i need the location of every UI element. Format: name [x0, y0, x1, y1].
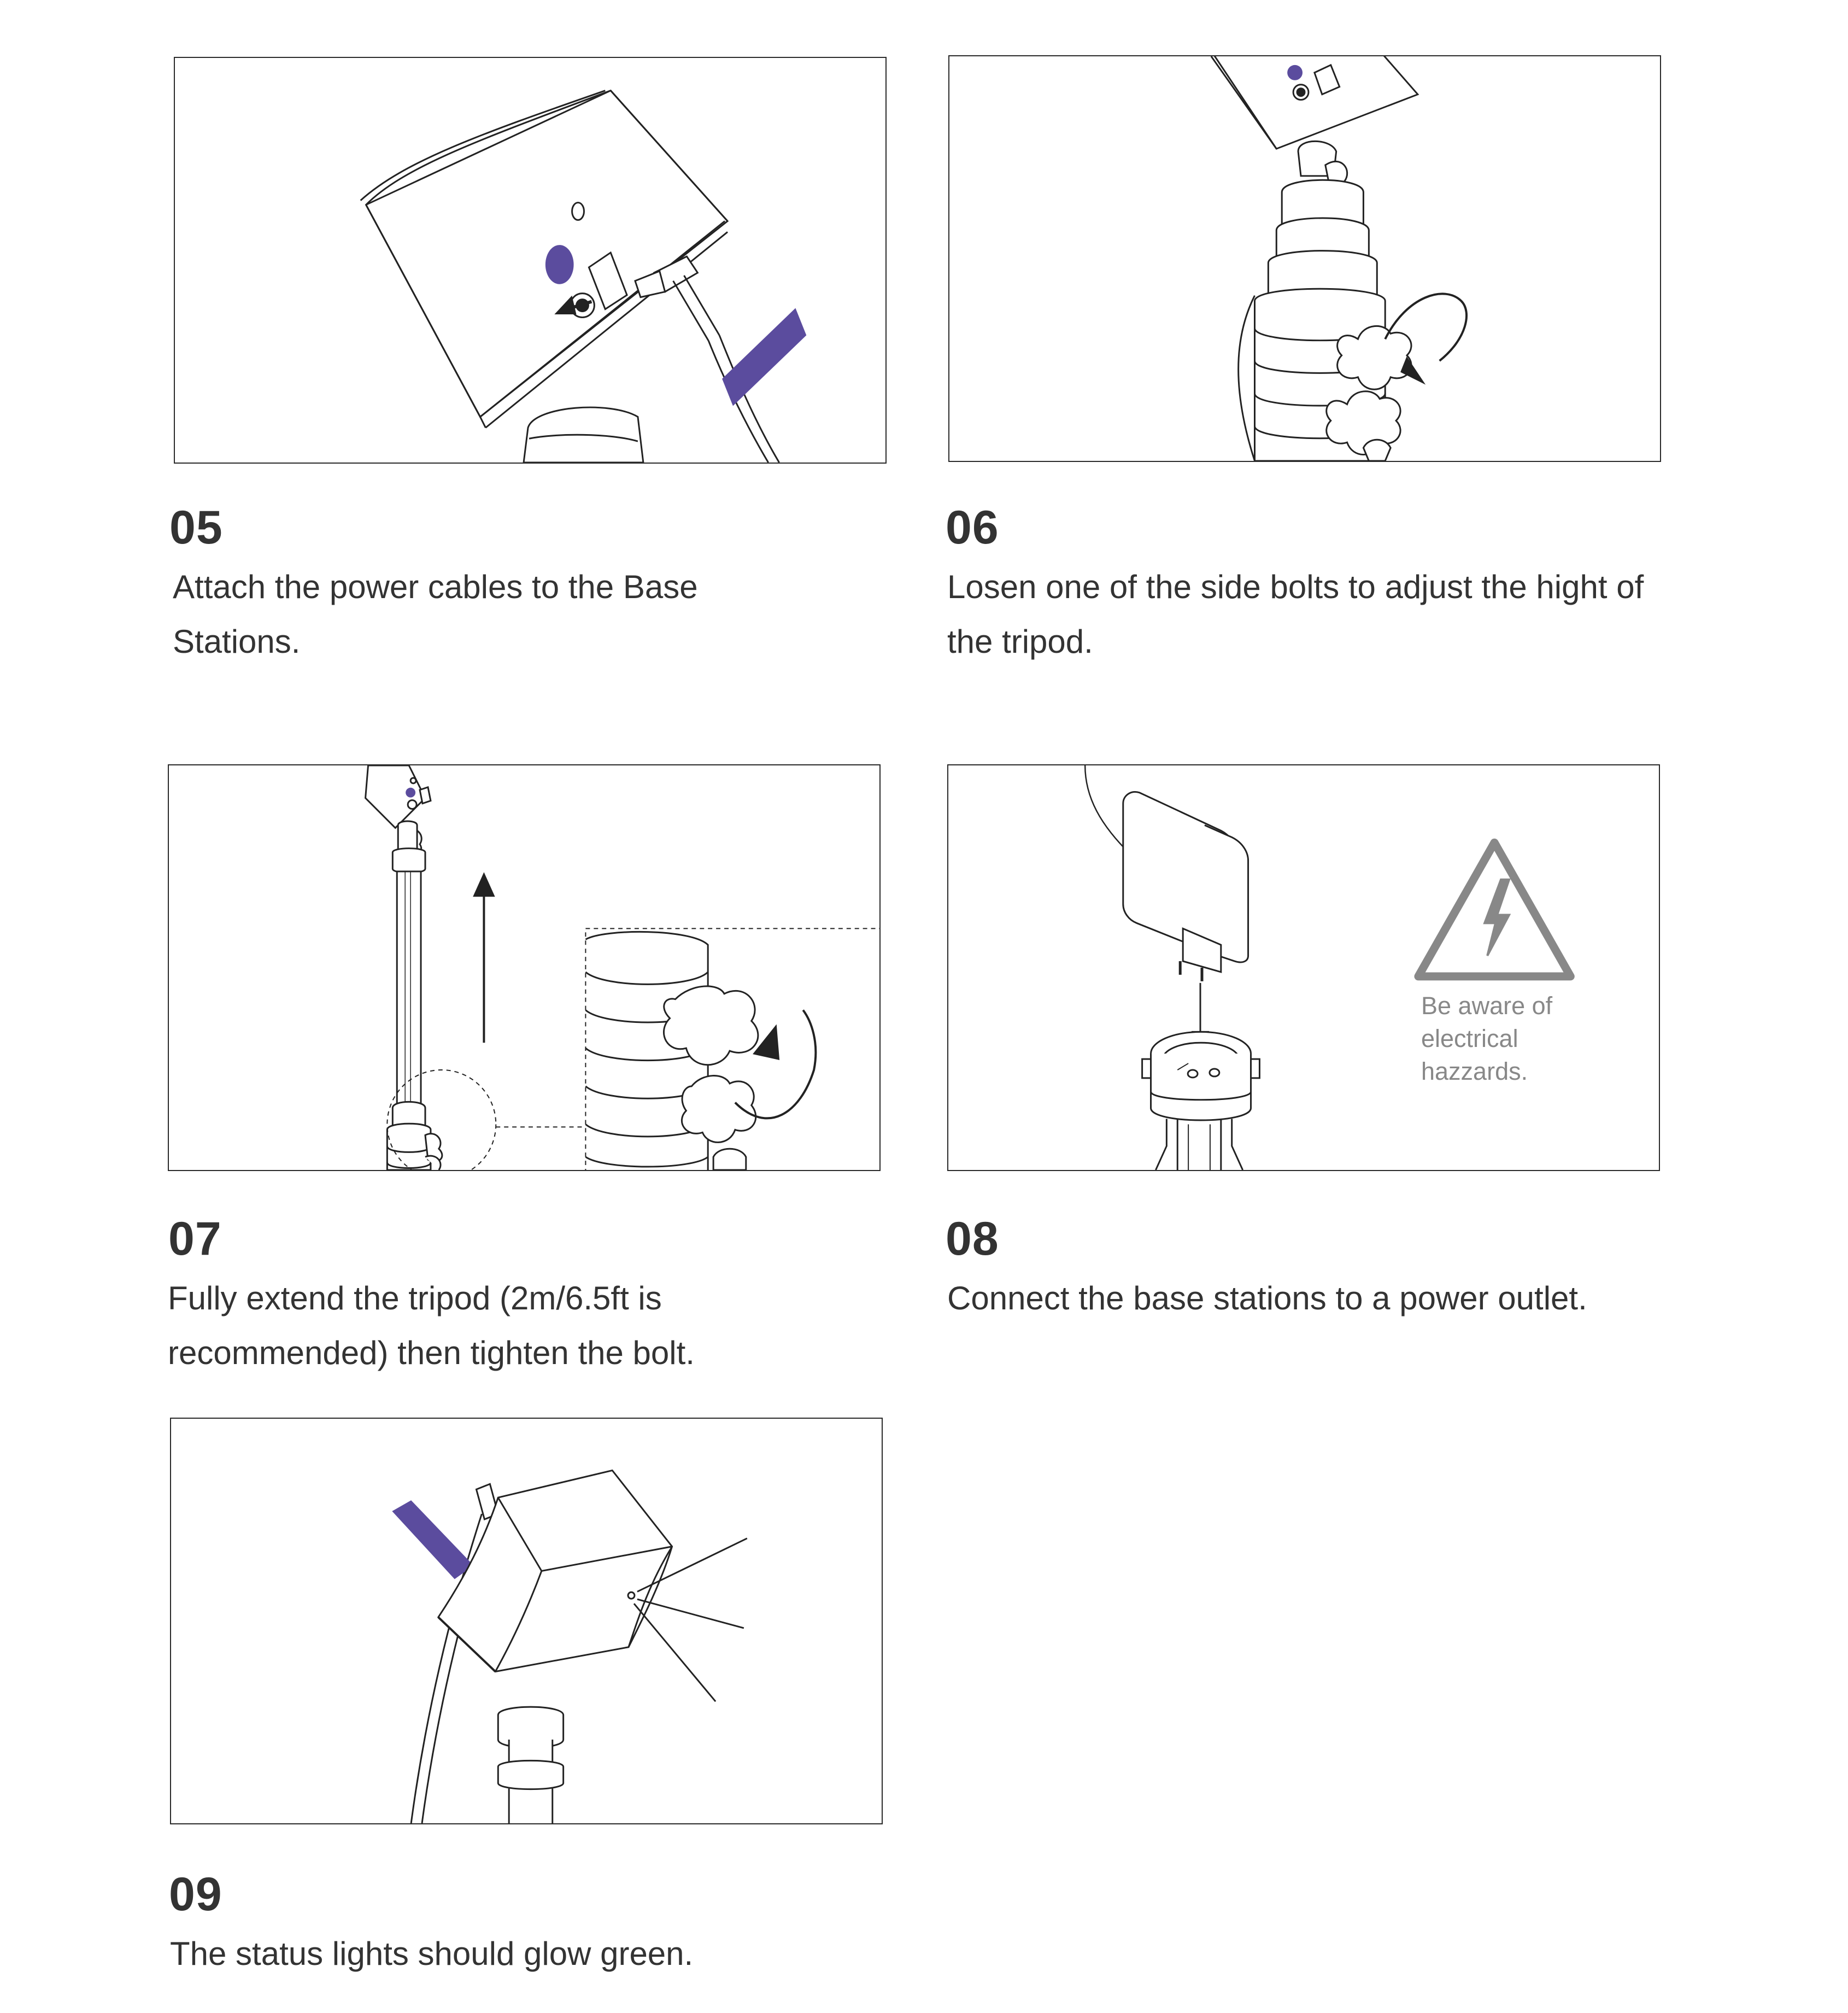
step-number-09: 09 [169, 1868, 222, 1921]
step-description-09: The status lights should glow green. [170, 1935, 694, 1972]
electrical-hazard-icon [1418, 842, 1570, 976]
step-description-05: Attach the power cables to the Base Stations. [173, 569, 698, 660]
tripod-side-bolt-illustration [949, 56, 1660, 461]
illustration-panel-06 [948, 55, 1661, 462]
status-lights-illustration [171, 1419, 882, 1823]
illustration-panel-07 [168, 764, 881, 1171]
illustration-panel-05 [174, 57, 887, 464]
step-number-06: 06 [946, 501, 999, 554]
tripod-extend-illustration [169, 765, 879, 1170]
step-number-08: 08 [946, 1213, 999, 1265]
step-number-05: 05 [169, 501, 223, 554]
base-station-power-cable-illustration [175, 58, 885, 463]
warning-text: Be aware of electrical hazzards. [1421, 992, 1553, 1085]
step-description-08: Connect the base stations to a power outlet. [947, 1280, 1587, 1316]
step-number-07: 07 [168, 1213, 222, 1265]
illustration-panel-08 [947, 764, 1660, 1171]
illustration-panel-09 [170, 1418, 883, 1824]
step-description-07: Fully extend the tripod (2m/6.5ft is recommended) then tighten the bolt. [168, 1280, 695, 1371]
power-outlet-illustration [948, 765, 1659, 1170]
step-description-06: Losen one of the side bolts to adjust the hight of the tripod. [947, 569, 1644, 660]
